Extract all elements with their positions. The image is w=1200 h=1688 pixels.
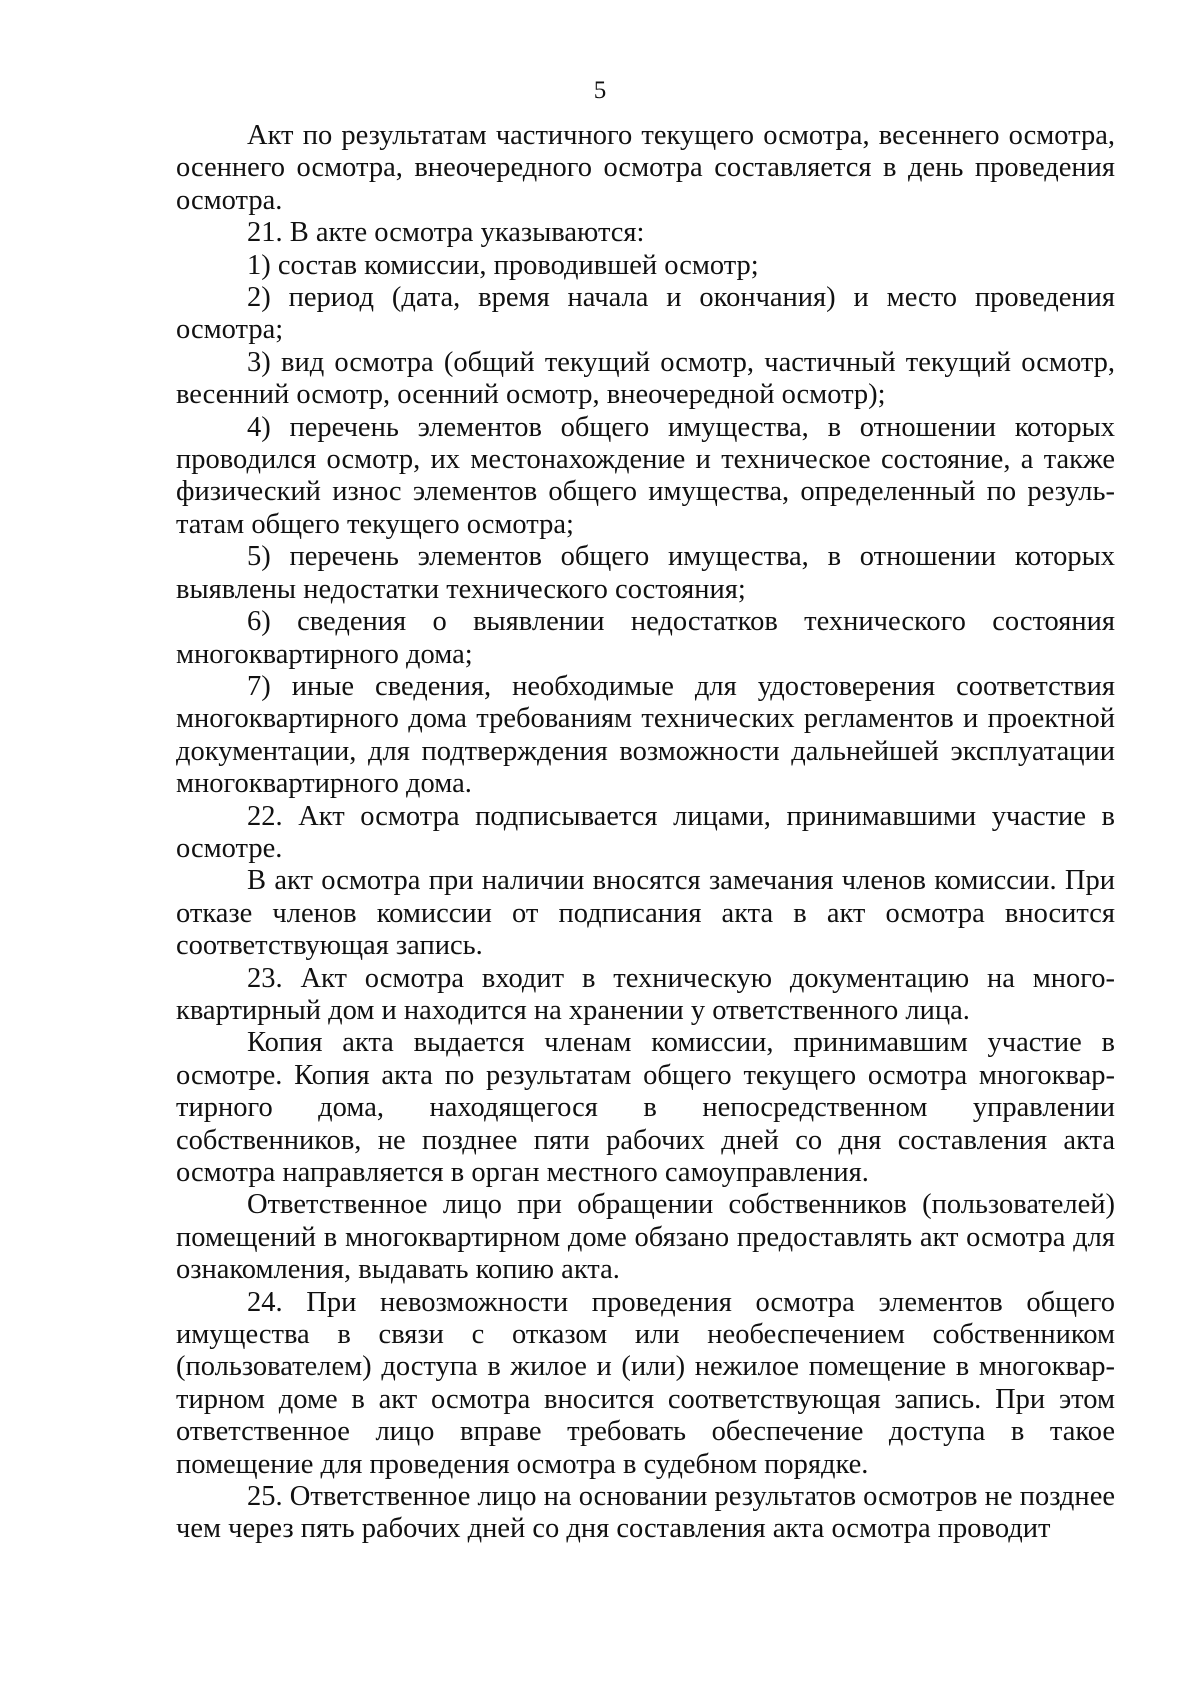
list-item-4: 4) перечень элементов общего имущества, в отношении которых проводился осмотр, их местонахождение и техническое состояние, а также физический износ элементов общего имущества, определенный по результатам общего текущего осмотра; [176,411,1115,540]
list-item-5: 5) перечень элементов общего имущества, в отношении которых выявлены недостатки технического состояния; [176,541,1115,605]
paragraph-act-partial-inspection: Акт по результатам частичного текущего осмотра, весеннего осмотра, осеннего осмотра, внеочередного осмотра составляется в день проведения осмотра. [176,120,1115,216]
paragraph-responsible-person: Ответственное лицо при обращении собственников (пользователей) помещений в многоквартирном доме обязано предоставлять акт осмотра для ознакомления, выдавать копию акта. [176,1189,1115,1286]
paragraph-item-22: 22. Акт осмотра подписывается лицами, принимавшими участие в осмотре. [176,800,1115,864]
paragraph-item-25: 25. Ответственное лицо на основании результатов осмотров не позднее чем через пять рабочих дней со дня составления акта осмотра проводит [176,1481,1115,1545]
document-body [176,120,1115,1546]
paragraph-act-copy: Копия акта выдается членам комиссии, принимавшим участие в осмотре. Копия акта по результатам общего текущего осмотра многоквартирного дома, находящегося в непосредственном управлении собственников, не позднее пяти рабочих дней со дня составления акта осмотра направляется в орган местного самоуправления. [176,1027,1115,1188]
page-number: 5 [593,77,607,104]
paragraph-item-24: 24. При невозможности проведения осмотра элементов общего имущества в связи с отказом или необеспечением собственником (пользователем) доступа в жилое и (или) нежилое помещение в многоквартирном доме в акт осмотра вносится соответствующая запись. При этом ответственное лицо вправе требовать обеспечение доступа в такое помещение для проведения осмотра в судебном порядке. [176,1286,1115,1480]
list-item-3: 3) вид осмотра (общий текущий осмотр, частичный текущий осмотр, весенний осмотр, осенний осмотр, внеочередной осмотр); [176,346,1115,411]
list-item-1: 1) состав комиссии, проводившей осмотр; [247,249,759,281]
list-item-6: 6) сведения о выявлении недостатков технического состояния многоквартирного дома; [176,606,1115,670]
paragraph-item-21: 21. В акте осмотра указываются: [247,217,645,249]
list-item-2: 2) период (дата, время начала и окончания) и место проведения осмотра; [176,282,1115,346]
list-item-7: 7) иные сведения, необходимые для удостоверения соответствия многоквартирного дома требованиям технических регламентов и проектной документации, для подтверждения возможности дальнейшей эксплуатации многоквартирного дома. [176,670,1115,800]
paragraph-commission-remarks: В акт осмотра при наличии вносятся замечания членов комиссии. При отказе членов комиссии от подписания акта в акт осмотра вносится соответствующая запись. [176,865,1115,962]
paragraph-item-23: 23. Акт осмотра входит в техническую документацию на многоквартирный дом и находится на хранении у ответственного лица. [176,962,1115,1026]
